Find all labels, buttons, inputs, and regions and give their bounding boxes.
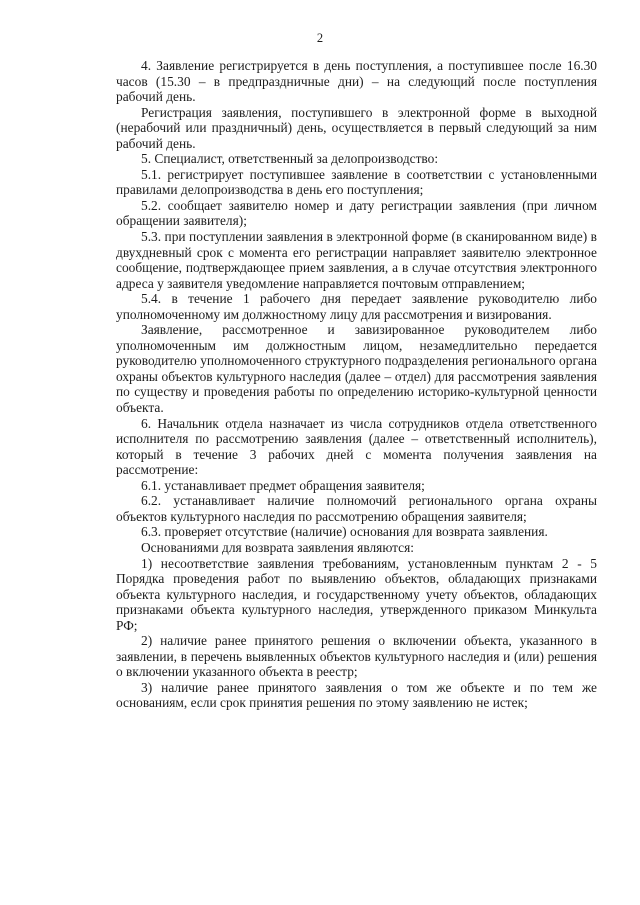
paragraph-item-5-specialist: 5. Специалист, ответственный за делопроизводство:	[141, 151, 439, 167]
paragraph-return-ground-1: 1) несоответствие заявления требованиям, установленным пунктам 2 - 5 Порядка проведения работ по выявлению объектов, обладающих признаками объекта культурного наследия, и государственному учету объектов, обладающих признаками объекта культурного наследия, утвержденного приказом Минкульта РФ;	[116, 555, 597, 633]
paragraph-reviewed-application: Заявление, рассмотренное и завизированное руководителем либо уполномоченным им должностным лицом, незамедлительно передается руководителю уполномоченного структурного подразделения регионального органа охраны объектов культурного наследия (далее – отдел) для рассмотрения заявления по существу и проведения работы по определению историко-культурной ценности объекта.	[116, 322, 597, 416]
paragraph-item-6-head-of-department: 6. Начальник отдела назначает из числа сотрудников отдела ответственного исполнителя по рассмотрению заявления (далее – ответственный исполнитель), который в течение 3 рабочих дней с момента получения заявления на рассмотрение:	[116, 415, 597, 478]
paragraph-item-5-2: 5.2. сообщает заявителю номер и дату регистрации заявления (при личном обращении заявителя);	[116, 197, 597, 229]
document-body	[116, 58, 597, 711]
paragraph-item-6-1: 6.1. устанавливает предмет обращения заявителя;	[141, 477, 425, 493]
page-number: 2	[316, 31, 324, 45]
paragraph-item-6-3: 6.3. проверяет отсутствие (наличие) основания для возврата заявления.	[141, 524, 548, 540]
paragraph-item-6-2: 6.2. устанавливает наличие полномочий регионального органа охраны объектов культурного наследия по рассмотрению обращения заявителя;	[116, 493, 597, 524]
paragraph-return-grounds-heading: Основаниями для возврата заявления являются:	[141, 539, 414, 555]
paragraph-return-ground-2: 2) наличие ранее принятого решения о включении объекта, указанного в заявлении, в перечень выявленных объектов культурного наследия и (или) решения о включении указанного объекта в реестр;	[116, 633, 597, 680]
paragraph-item-5-1: 5.1. регистрирует поступившее заявление в соответствии с установленными правилами делопроизводства в день его поступления;	[116, 166, 597, 198]
paragraph-item-5-3: 5.3. при поступлении заявления в электронной форме (в сканированном виде) в двухдневный срок с момента его регистрации направляет заявителю электронное сообщение, подтверждающее прием заявления, а в случае отсутствия электронного адреса у заявителя уведомление направляется почтовым отправлением;	[116, 229, 597, 291]
paragraph-item-5-4: 5.4. в течение 1 рабочего дня передает заявление руководителю либо уполномоченному им должностному лицу для рассмотрения и визирования.	[116, 291, 597, 322]
paragraph-return-ground-3: 3) наличие ранее принятого заявления о том же объекте и по тем же основаниям, если срок принятия решения по этому заявлению не истек;	[116, 679, 597, 711]
paragraph-electronic-registration: Регистрация заявления, поступившего в электронной форме в выходной (нерабочий или праздничный) день, осуществляется в первый следующий за ним рабочий день.	[116, 104, 597, 151]
paragraph-item-4-registration: 4. Заявление регистрируется в день поступления, а поступившее после 16.30 часов (15.30 – в предпраздничные дни) – на следующий после поступления рабочий день.	[116, 58, 597, 105]
